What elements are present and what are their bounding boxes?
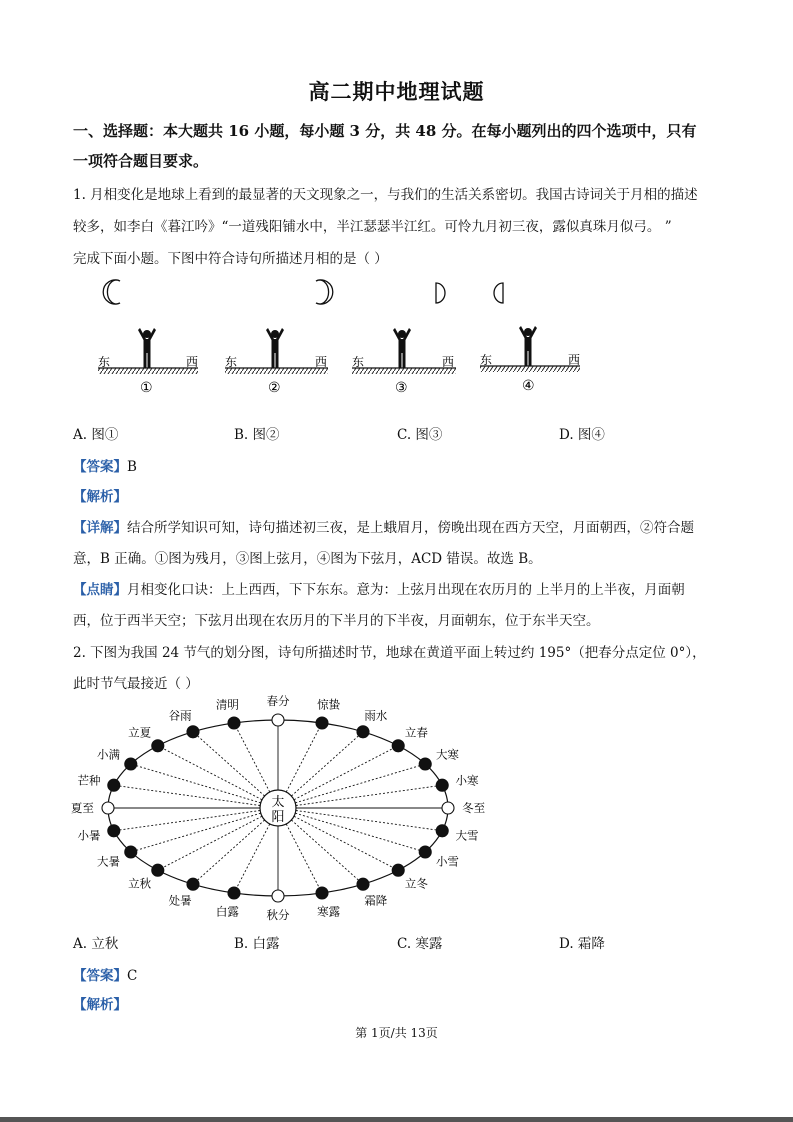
moon-icon-2: [316, 280, 333, 304]
solar-term-label: 大暑: [97, 854, 121, 869]
solar-term-label: 雨水: [364, 708, 388, 723]
figure-panel-1: [98, 328, 198, 396]
q1-stem-line3: 完成下面小题。下图中符合诗句所描述月相的是（ ）: [73, 251, 388, 267]
solar-term-label: 寒露: [317, 904, 341, 919]
bottom-bar: [0, 1117, 793, 1122]
radial-line: [294, 746, 398, 800]
q2-stem-line2: 此时节气最接近（ ）: [73, 676, 199, 692]
solar-term-label: 小暑: [77, 828, 101, 843]
sun-label: 阳: [271, 810, 285, 825]
solar-term-label: 处暑: [168, 893, 192, 908]
figure-panel-2: [225, 328, 328, 396]
svg-text:①: ①: [140, 380, 153, 396]
solar-term-dot: [272, 714, 284, 726]
solar-term-dot: [419, 846, 431, 858]
solar-term-dot: [272, 890, 284, 902]
solar-term-dot: [125, 846, 137, 858]
q2-option-b: B. 白露: [234, 936, 280, 952]
radial-line: [294, 816, 398, 870]
solar-terms-diagram: [60, 692, 510, 922]
svg-text:东: 东: [480, 353, 493, 367]
solar-term-label: 立春: [404, 725, 428, 740]
answer-tag: 【答案】: [73, 968, 127, 984]
solar-term-dot: [125, 758, 137, 770]
figure-panel-3: [352, 328, 456, 396]
figure-panel-4: [480, 326, 580, 394]
solar-term-label: 芒种: [77, 773, 101, 788]
detail-tag: 【详解】: [73, 520, 127, 536]
solar-term-label: 夏至: [70, 801, 94, 815]
solar-term-label: 冬至: [462, 801, 486, 815]
moon-icon-3: [436, 283, 445, 303]
q1-stem-line1: 1. 月相变化是地球上看到的最显著的天文现象之一，与我们的生活关系密切。我国古诗词关于月相的描述: [73, 187, 698, 203]
radial-line: [234, 723, 270, 792]
solar-term-label: 惊蛰: [317, 697, 341, 712]
solar-term-dot: [316, 887, 328, 899]
svg-text:东: 东: [352, 355, 365, 369]
svg-text:东: 东: [98, 355, 111, 369]
solar-term-label: 秋分: [266, 908, 290, 922]
answer-value: C: [127, 968, 138, 984]
solar-term-dot: [187, 878, 199, 890]
q1-analysis-tag: 【解析】: [73, 489, 127, 505]
q2-answer: [73, 964, 137, 984]
section-heading-line2: 一项符合题目要求。: [73, 152, 209, 170]
radial-line: [114, 810, 260, 830]
solar-term-label: 小寒: [455, 773, 479, 788]
radial-line: [286, 824, 322, 893]
solar-term-dot: [228, 717, 240, 729]
svg-text:西: 西: [315, 355, 328, 369]
solar-term-dot: [102, 802, 114, 814]
radial-line: [193, 820, 265, 884]
solar-term-dot: [228, 887, 240, 899]
svg-text:③: ③: [395, 380, 408, 396]
solar-term-dot: [392, 864, 404, 876]
q1-answer: [73, 455, 137, 475]
q2-option-a: A. 立秋: [73, 936, 119, 952]
svg-text:西: 西: [186, 355, 199, 369]
solar-term-label: 立秋: [128, 876, 152, 891]
solar-term-dot: [108, 779, 120, 791]
radial-line: [291, 820, 363, 884]
q2-stem-line1: 2. 下图为我国 24 节气的划分图，诗句所描述时节，地球在黄道平面上转过约 195°（把春分点定位 0°），: [73, 645, 706, 661]
answer-value: B: [127, 459, 137, 475]
moon-icon-1: [103, 280, 120, 304]
radial-line: [296, 810, 442, 830]
q1-option-b: B. 图②: [234, 427, 280, 443]
svg-text:东: 东: [225, 355, 238, 369]
q1-stem-line2: 较多，如李白《暮江吟》“一道残阳铺水中，半江瑟瑟半江红。可怜九月初三夜，露似真珠月似弓。 ”: [73, 219, 672, 235]
solar-term-label: 小雪: [435, 854, 459, 869]
solar-term-dot: [357, 878, 369, 890]
answer-tag: 【答案】: [73, 459, 127, 475]
solar-term-dot: [152, 864, 164, 876]
solar-term-dot: [187, 726, 199, 738]
solar-term-label: 谷雨: [168, 708, 192, 723]
solar-term-label: 清明: [215, 697, 239, 712]
solar-term-dot: [436, 825, 448, 837]
solar-term-dot: [436, 779, 448, 791]
solar-term-dot: [152, 740, 164, 752]
solar-term-dot: [392, 740, 404, 752]
q2-analysis-tag: 【解析】: [73, 997, 127, 1013]
svg-text:④: ④: [522, 378, 535, 394]
radial-line: [193, 732, 265, 796]
svg-text:②: ②: [268, 380, 281, 396]
radial-line: [296, 785, 442, 805]
q1-tip-line1: 【点睛】月相变化口诀：上上西西，下下东东。意为：上弦月出现在农历月的 上半月的上半夜，月面朝: [73, 582, 685, 598]
solar-term-dot: [316, 717, 328, 729]
solar-term-dot: [442, 802, 454, 814]
solar-term-label: 立夏: [128, 725, 152, 740]
q1-tip-line2: 西，位于西半天空；下弦月出现在农历月的下半月的下半夜，月面朝东，位于东半天空。: [73, 613, 600, 629]
solar-term-label: 白露: [215, 904, 239, 919]
moon-phase-figure: [90, 275, 610, 405]
page-title: 高二期中地理试题: [308, 79, 485, 104]
solar-term-label: 春分: [266, 694, 290, 708]
q1-option-d: D. 图④: [559, 427, 605, 443]
tip-tag: 【点睛】: [73, 582, 127, 598]
svg-text:西: 西: [568, 353, 581, 367]
solar-term-dot: [108, 825, 120, 837]
solar-term-label: 小满: [97, 747, 121, 762]
solar-term-label: 大雪: [455, 828, 479, 843]
q1-option-c: C. 图③: [397, 427, 443, 443]
solar-term-dot: [357, 726, 369, 738]
q2-option-c: C. 寒露: [397, 936, 443, 952]
page-footer: 第 1页/共 13页: [355, 1026, 438, 1040]
radial-line: [158, 746, 262, 800]
solar-term-label: 立冬: [404, 876, 428, 891]
radial-line: [291, 732, 363, 796]
q1-option-a: A. 图①: [73, 427, 119, 443]
moon-icon-4: [494, 283, 503, 303]
radial-line: [286, 723, 322, 792]
solar-term-label: 霜降: [364, 893, 388, 908]
q2-option-d: D. 霜降: [559, 936, 605, 952]
sun-label: 太: [271, 795, 285, 810]
radial-line: [234, 824, 270, 893]
solar-term-label: 大寒: [435, 747, 459, 762]
q1-detail-line1: 【详解】结合所学知识可知，诗句描述初三夜，是上蛾眉月，傍晚出现在西方天空，月面朝西，②符合题: [73, 520, 694, 536]
svg-text:西: 西: [442, 355, 455, 369]
radial-line: [158, 816, 262, 870]
q1-detail-line2: 意，B 正确。①图为残月，③图上弦月，④图为下弦月，ACD 错误。故选 B。: [73, 551, 542, 567]
section-heading-line1: 一、选择题：本大题共 16 小题，每小题 3 分，共 48 分。在每小题列出的四个选项中，只有: [73, 122, 697, 140]
radial-line: [114, 785, 260, 805]
solar-term-dot: [419, 758, 431, 770]
